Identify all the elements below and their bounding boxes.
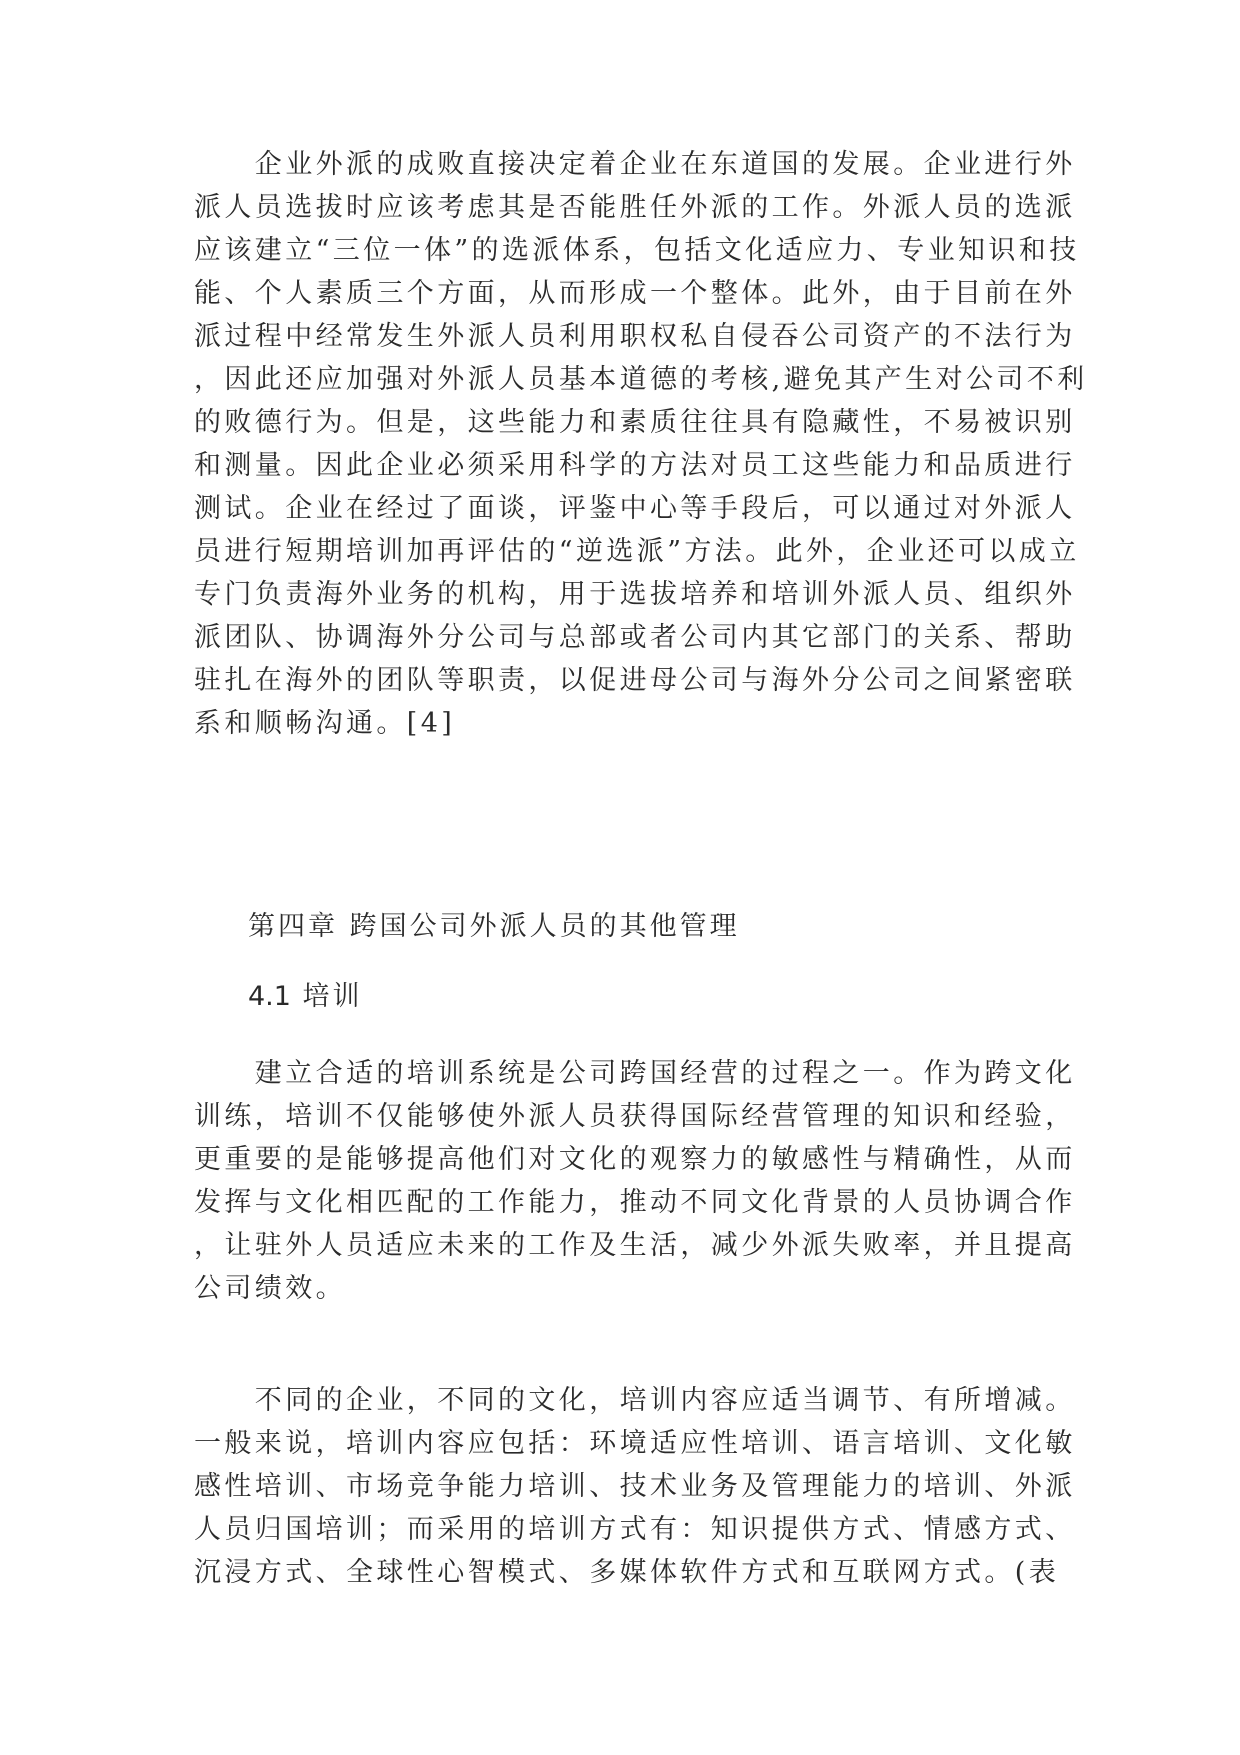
paragraph-line: 人员归国培训；而采用的培训方式有：知识提供方式、情感方式、 (194, 1514, 1076, 1545)
paragraph-training-content (194, 1379, 1076, 1594)
paragraph-line: 建立合适的培训系统是公司跨国经营的过程之一。作为跨文化 (194, 1058, 1076, 1089)
paragraph-line: 派团队、协调海外分公司与总部或者公司内其它部门的关系、帮助 (194, 622, 1076, 653)
paragraph-training-system (194, 1052, 1076, 1310)
paragraph-line: 发挥与文化相匹配的工作能力，推动不同文化背景的人员协调合作 (194, 1187, 1076, 1218)
paragraph-line: 专门负责海外业务的机构，用于选拔培养和培训外派人员、组织外 (194, 579, 1076, 610)
paragraph-line: 企业外派的成败直接决定着企业在东道国的发展。企业进行外 (194, 149, 1076, 180)
paragraph-line: 更重要的是能够提高他们对文化的观察力的敏感性与精确性，从而 (194, 1144, 1076, 1175)
paragraph-line: 的败德行为。但是，这些能力和素质往往具有隐藏性，不易被识别 (194, 407, 1076, 438)
chapter-title: 第四章 跨国公司外派人员的其他管理 (248, 911, 740, 942)
paragraph-line: 感性培训、市场竞争能力培训、技术业务及管理能力的培训、外派 (194, 1471, 1076, 1502)
paragraph-line: 不同的企业，不同的文化，培训内容应适当调节、有所增减。 (194, 1385, 1076, 1416)
paragraph-line: 员进行短期培训加再评估的“逆选派”方法。此外，企业还可以成立 (194, 536, 1080, 567)
paragraph-line: ，让驻外人员适应未来的工作及生活，减少外派失败率，并且提高 (194, 1230, 1076, 1261)
paragraph-line: ，因此还应加强对外派人员基本道德的考核,避免其产生对公司不利 (194, 364, 1088, 395)
section-number: 4.1 (248, 981, 291, 1012)
section-title: 培训 (302, 981, 363, 1012)
paragraph-line: 公司绩效。 (194, 1273, 346, 1304)
paragraph-line: 派过程中经常发生外派人员利用职权私自侵吞公司资产的不法行为 (194, 321, 1076, 352)
paragraph-line: 训练，培训不仅能够使外派人员获得国际经营管理的知识和经验， (194, 1101, 1076, 1132)
paragraph-line: 系和顺畅沟通。[4] (194, 708, 456, 739)
paragraph-line: 测试。企业在经过了面谈，评鉴中心等手段后，可以通过对外派人 (194, 493, 1076, 524)
paragraph-expatriate-selection (194, 143, 1088, 745)
section-heading (248, 975, 363, 1018)
paragraph-line: 和测量。因此企业必须采用科学的方法对员工这些能力和品质进行 (194, 450, 1076, 481)
paragraph-line: 沉浸方式、全球性心智模式、多媒体软件方式和互联网方式。(表 (194, 1557, 1060, 1588)
paragraph-line: 派人员选拔时应该考虑其是否能胜任外派的工作。外派人员的选派 (194, 192, 1076, 223)
paragraph-line: 能、个人素质三个方面，从而形成一个整体。此外，由于目前在外 (194, 278, 1076, 309)
paragraph-line: 应该建立“三位一体”的选派体系，包括文化适应力、专业知识和技 (194, 235, 1080, 266)
paragraph-line: 驻扎在海外的团队等职责，以促进母公司与海外分公司之间紧密联 (194, 665, 1076, 696)
paragraph-line: 一般来说，培训内容应包括：环境适应性培训、语言培训、文化敏 (194, 1428, 1076, 1459)
